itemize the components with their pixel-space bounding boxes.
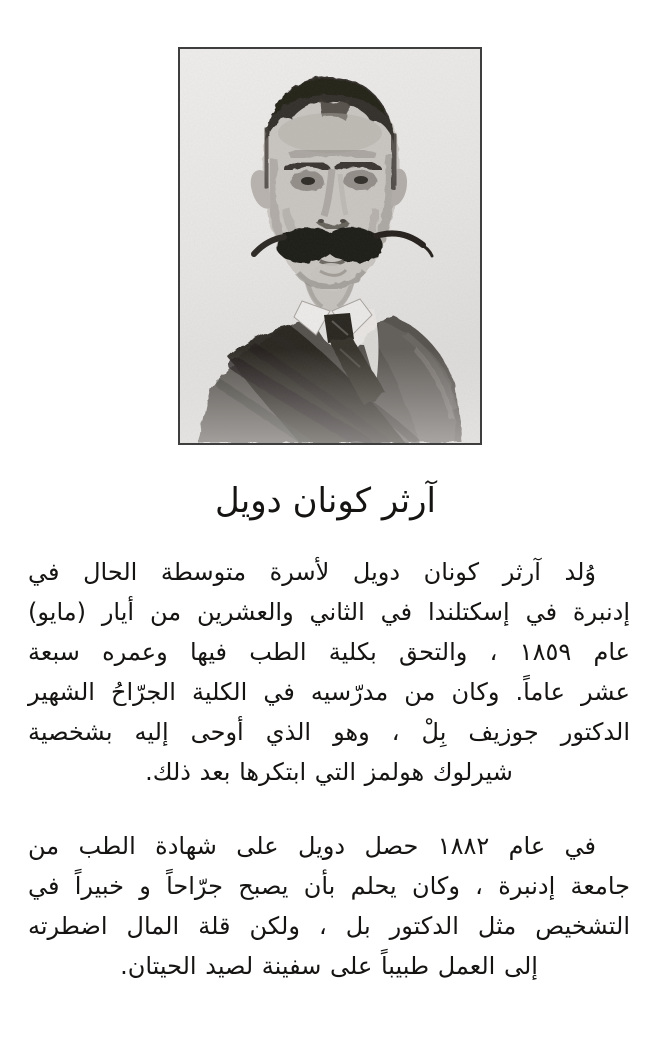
text-line: عشر عاماً. وكان من مدرّسيه في الكلية الجرّاحُ الشهير xyxy=(28,678,630,706)
paragraph xyxy=(28,552,630,792)
page-title: آرثر كونان دويل xyxy=(214,481,437,521)
portrait-image xyxy=(180,49,480,443)
text-line: عام ١٨٥٩ ، والتحق بكلية الطب فيها وعمره سبعة xyxy=(28,638,630,666)
text-line: إدنبرة في إسكتلندا في الثاني والعشرين من أيار (مايو) xyxy=(28,598,630,626)
text-line: إلى العمل طبيباً على سفينة لصيد الحيتان. xyxy=(120,952,538,980)
text-line: في عام ١٨٨٢ حصل دويل على شهادة الطب من xyxy=(28,832,596,860)
text-line: التشخيص مثل الدكتور بل ، ولكن قلة المال اضطرته xyxy=(28,912,630,940)
text-line: الدكتور جوزيف بِلْ ، وهو الذي أوحى إليه بشخصية xyxy=(28,718,630,746)
text-line: شيرلوك هولمز التي ابتكرها بعد ذلك. xyxy=(145,758,513,786)
text-line: وُلد آرثر كونان دويل لأسرة متوسطة الحال في xyxy=(28,558,596,586)
paragraph xyxy=(28,826,630,986)
text-line: جامعة إدنبرة ، وكان يحلم بأن يصبح جرّاحاً و خبيراً في xyxy=(28,872,630,900)
article-body xyxy=(0,552,651,986)
portrait-frame xyxy=(178,47,482,445)
